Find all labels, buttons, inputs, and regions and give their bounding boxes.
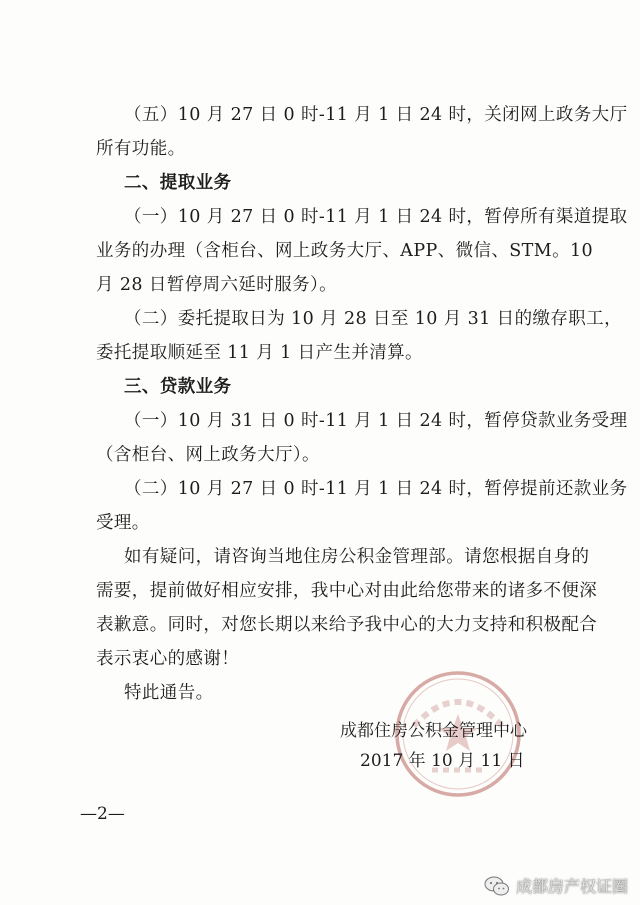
withdrawal-item-1-line-1: （一）10 月 27 日 0 时-11 月 1 日 24 时，暂停所有渠道提取 [124,207,628,227]
closing-paragraph-line-4: 表示衷心的感谢！ [96,649,240,669]
loan-item-2-line-2: 受理。 [96,513,150,533]
notice-ending: 特此通告。 [124,683,214,703]
wechat-icon [484,875,510,897]
item-5-line-1: （五）10 月 27 日 0 时-11 月 1 日 24 时，关闭网上政务大厅 [124,105,628,125]
loan-item-1-line-1: （一）10 月 31 日 0 时-11 月 1 日 24 时，暂停贷款业务受理 [124,411,628,431]
withdrawal-item-2-line-2: 委托提取顺延至 11 月 1 日产生并清算。 [96,343,423,363]
withdrawal-item-2-line-1: （二）委托提取日为 10 月 28 日至 10 月 31 日的缴存职工， [124,309,622,329]
closing-paragraph-line-3: 表歉意。同时，对您长期以来给予我中心的大力支持和积极配合 [96,615,598,635]
signature-date: 2017 年 10 月 11 日 [360,751,525,771]
watermark-text: 成都房产权证圈 [515,877,628,896]
loan-item-2-line-1: （二）10 月 27 日 0 时-11 月 1 日 24 时，暂停提前还款业务 [124,479,628,499]
closing-paragraph-line-1: 如有疑问，请咨询当地住房公积金管理部。请您根据自身的 [124,547,590,567]
watermark [484,874,628,897]
withdrawal-item-1-line-3: 月 28 日暂停周六延时服务）。 [96,275,338,295]
section-heading-withdrawal: 二、提取业务 [124,173,232,193]
withdrawal-item-1-line-2: 业务的办理（含柜台、网上政务大厅、APP、微信、STM。10 [96,241,594,261]
closing-paragraph-line-2: 需要，提前做好相应安排，我中心对由此给您带来的诸多不便深 [96,581,598,601]
loan-item-1-line-2: （含柜台、网上政务大厅）。 [96,445,320,465]
page-number: —2— [80,804,125,824]
signature-organization: 成都住房公积金管理中心 [340,721,527,741]
item-5-line-2: 所有功能。 [96,139,186,159]
section-heading-loan: 三、贷款业务 [124,377,232,397]
